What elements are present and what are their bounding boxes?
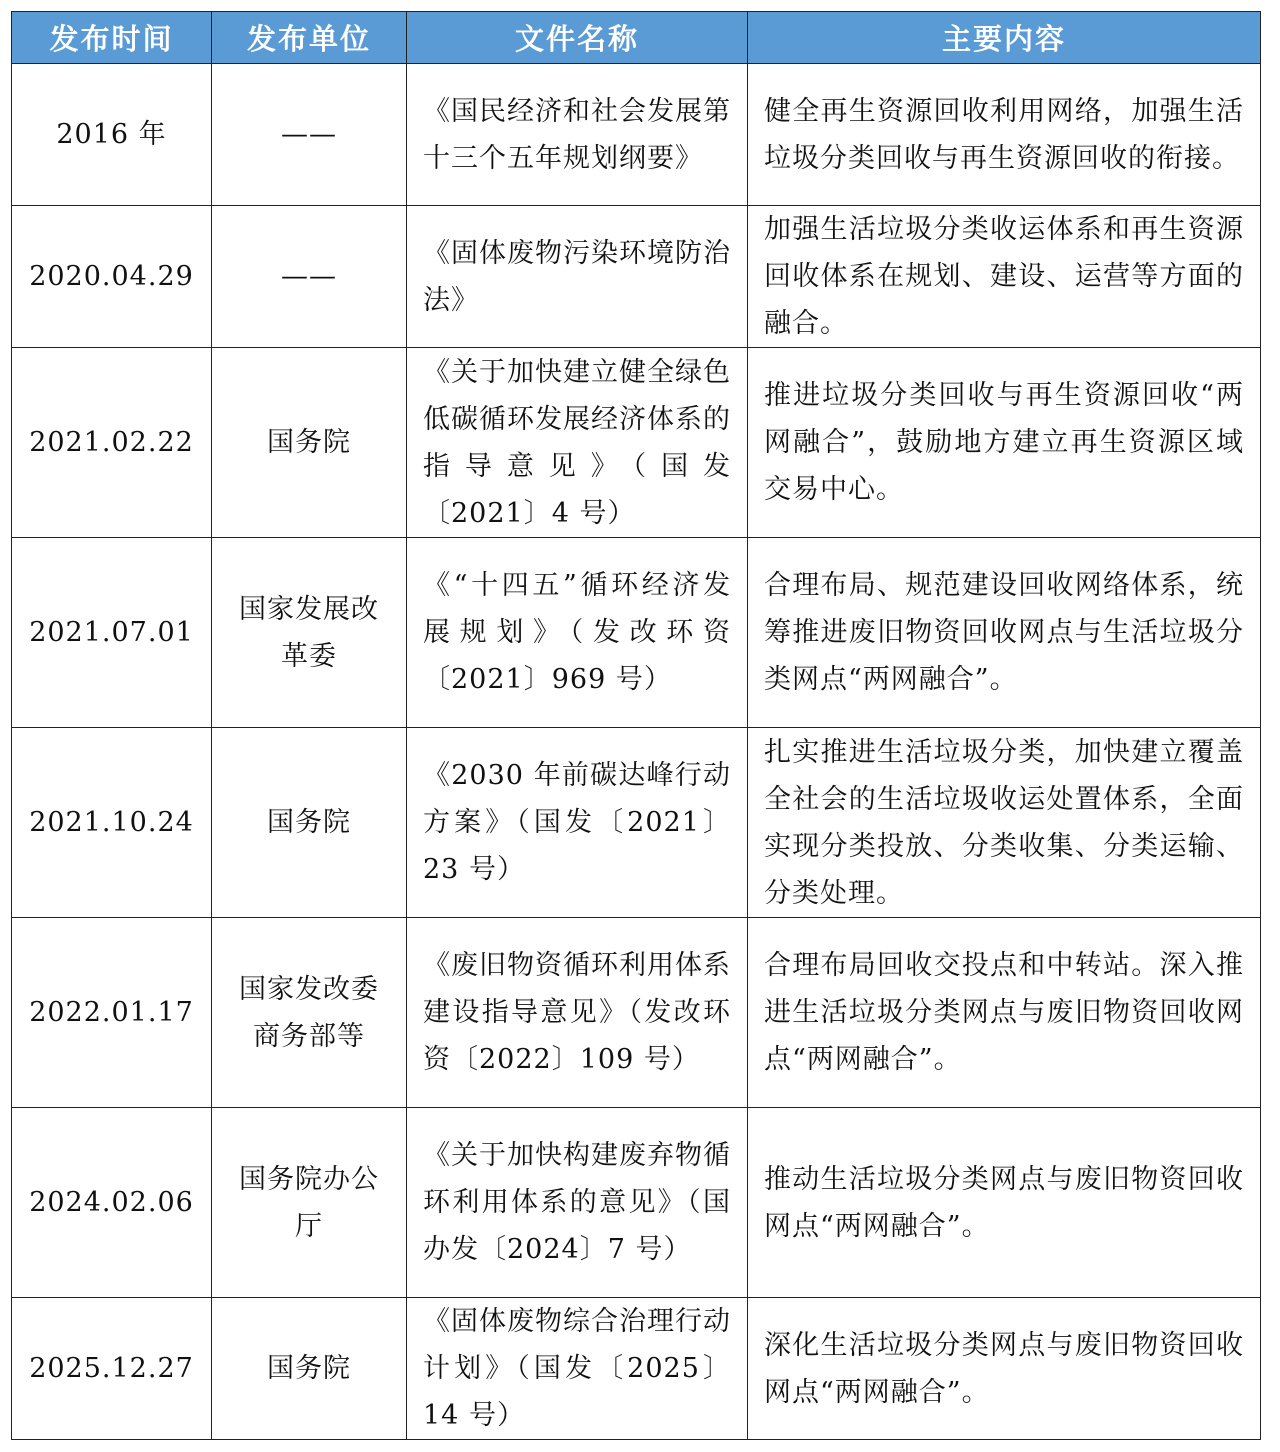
table-body — [12, 64, 1261, 1440]
table-row — [12, 1298, 1261, 1440]
cell-date: 2025.12.27 — [12, 1298, 212, 1440]
cell-file: 《固体废物污染环境防治法》 — [407, 206, 748, 348]
cell-file: 《2030 年前碳达峰行动方案》（国发〔2021〕23 号） — [407, 728, 748, 918]
cell-date: 2021.02.22 — [12, 348, 212, 538]
header-date: 发布时间 — [12, 12, 212, 64]
table-row — [12, 1108, 1261, 1298]
table-row — [12, 918, 1261, 1108]
table-row — [12, 206, 1261, 348]
cell-file: 《“十四五”循环经济发展规划》（发改环资〔2021〕969 号） — [407, 538, 748, 728]
cell-unit: 国务院 — [212, 1298, 407, 1440]
cell-date: 2022.01.17 — [12, 918, 212, 1108]
cell-date: 2021.10.24 — [12, 728, 212, 918]
cell-date: 2024.02.06 — [12, 1108, 212, 1298]
header-row — [12, 12, 1261, 64]
cell-content: 加强生活垃圾分类收运体系和再生资源回收体系在规划、建设、运营等方面的融合。 — [748, 206, 1261, 348]
cell-content: 合理布局、规范建设回收网络体系，统筹推进废旧物资回收网点与生活垃圾分类网点“两网融合”。 — [748, 538, 1261, 728]
cell-unit: 国务院 — [212, 728, 407, 918]
cell-date: 2020.04.29 — [12, 206, 212, 348]
cell-file: 《国民经济和社会发展第十三个五年规划纲要》 — [407, 64, 748, 206]
cell-content: 推进垃圾分类回收与再生资源回收“两网融合”，鼓励地方建立再生资源区域交易中心。 — [748, 348, 1261, 538]
cell-file: 《关于加快建立健全绿色低碳循环发展经济体系的指导意见》（国发〔2021〕4 号） — [407, 348, 748, 538]
table-row — [12, 348, 1261, 538]
table-row — [12, 538, 1261, 728]
cell-content: 深化生活垃圾分类网点与废旧物资回收网点“两网融合”。 — [748, 1298, 1261, 1440]
cell-file: 《关于加快构建废弃物循环利用体系的意见》（国办发〔2024〕7 号） — [407, 1108, 748, 1298]
cell-date: 2021.07.01 — [12, 538, 212, 728]
header-content: 主要内容 — [748, 12, 1261, 64]
cell-unit: 国家发改委商务部等 — [212, 918, 407, 1108]
cell-file: 《废旧物资循环利用体系建设指导意见》（发改环资〔2022〕109 号） — [407, 918, 748, 1108]
table-row — [12, 728, 1261, 918]
cell-unit: 国务院 — [212, 348, 407, 538]
policy-table — [11, 11, 1261, 1440]
cell-content: 合理布局回收交投点和中转站。深入推进生活垃圾分类网点与废旧物资回收网点“两网融合”。 — [748, 918, 1261, 1108]
table-row — [12, 64, 1261, 206]
header-unit: 发布单位 — [212, 12, 407, 64]
cell-content: 健全再生资源回收利用网络，加强生活垃圾分类回收与再生资源回收的衔接。 — [748, 64, 1261, 206]
cell-content: 推动生活垃圾分类网点与废旧物资回收网点“两网融合”。 — [748, 1108, 1261, 1298]
cell-unit: 国家发展改革委 — [212, 538, 407, 728]
header-file: 文件名称 — [407, 12, 748, 64]
cell-unit: 国务院办公厅 — [212, 1108, 407, 1298]
table-header — [12, 12, 1261, 64]
cell-content: 扎实推进生活垃圾分类，加快建立覆盖全社会的生活垃圾收运处置体系，全面实现分类投放、分类收集、分类运输、分类处理。 — [748, 728, 1261, 918]
cell-unit: —— — [212, 206, 407, 348]
cell-unit: —— — [212, 64, 407, 206]
cell-date: 2016 年 — [12, 64, 212, 206]
cell-file: 《固体废物综合治理行动计划》（国发〔2025〕14 号） — [407, 1298, 748, 1440]
